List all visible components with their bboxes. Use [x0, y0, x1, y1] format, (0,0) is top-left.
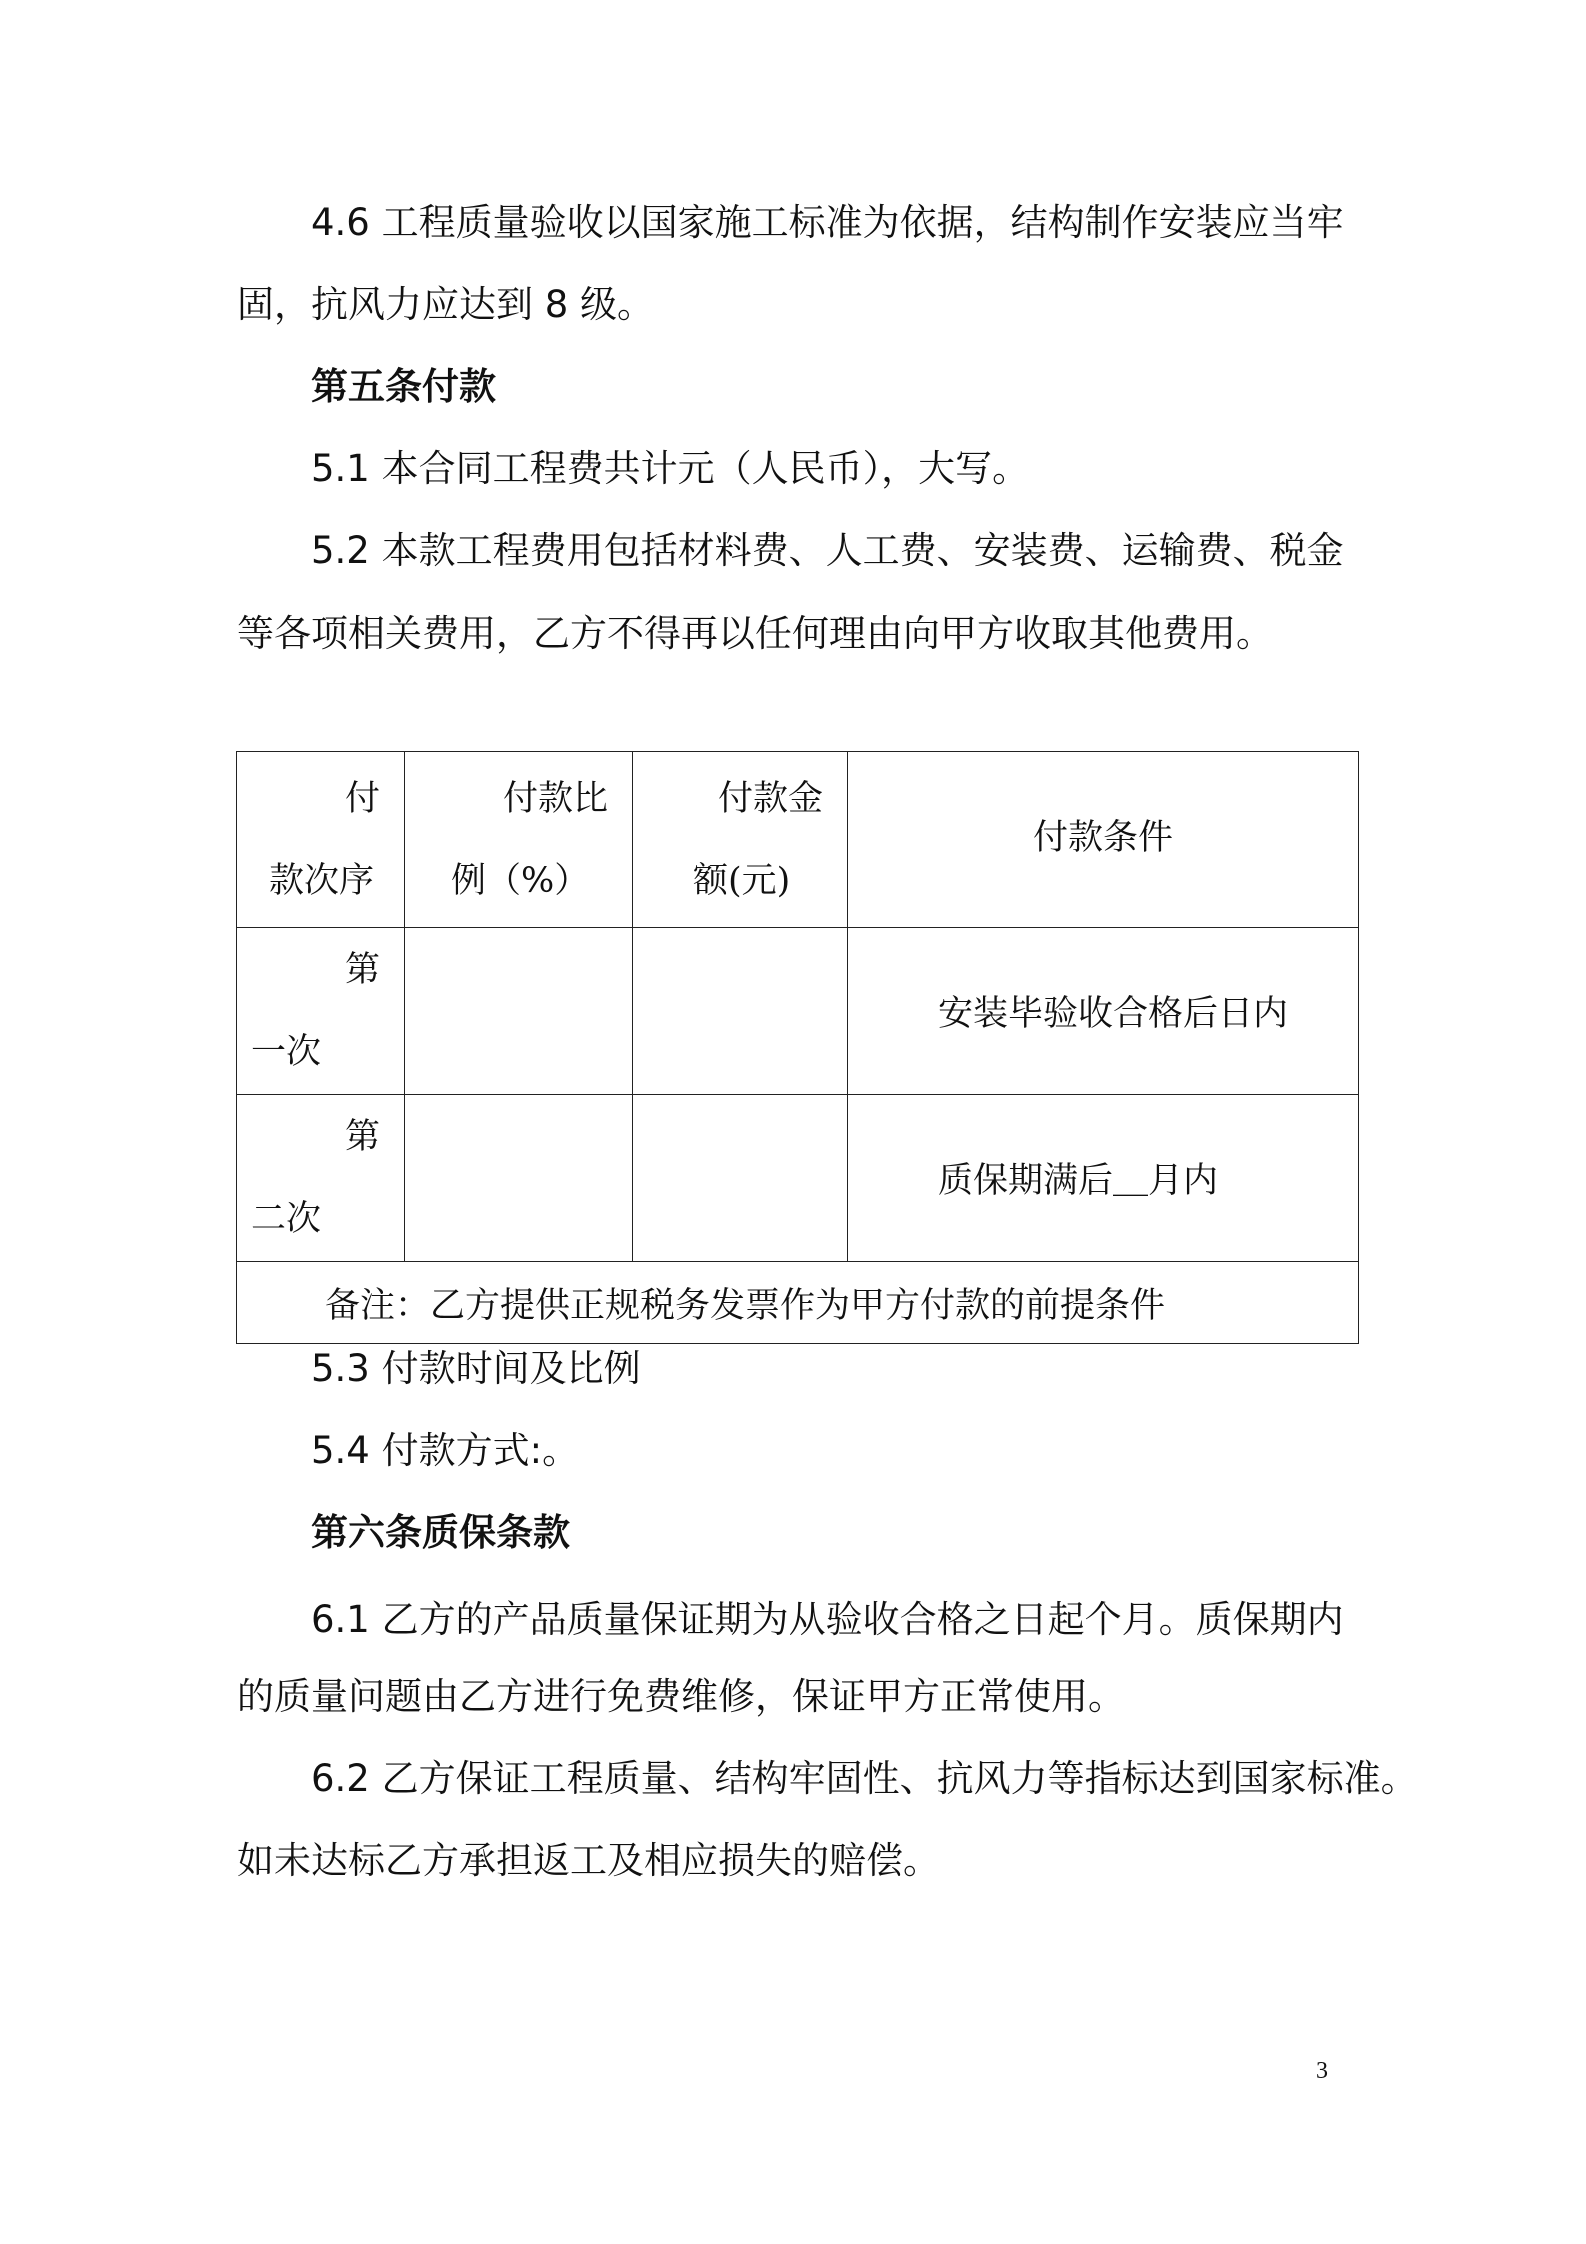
table-header-row	[237, 752, 1359, 928]
paragraph-5-3: 5.3 付款时间及比例	[311, 1347, 641, 1390]
paragraph-6-2-line1: 6.2 乙方保证工程质量、结构牢固性、抗风力等指标达到国家标准。	[311, 1757, 1418, 1800]
table-row	[237, 1095, 1359, 1262]
header-text: 例（%）	[451, 860, 590, 901]
header-text: 付款金	[717, 778, 823, 819]
payment-table	[236, 751, 1359, 1344]
cell-order	[237, 1095, 405, 1262]
header-text: 额(元)	[693, 860, 791, 901]
table-note-row	[237, 1262, 1359, 1344]
table-row	[237, 928, 1359, 1095]
cell-condition: 质保期满后＿月内	[848, 1095, 1359, 1262]
paragraph-6-2-line2: 如未达标乙方承担返工及相应损失的赔偿。	[237, 1839, 940, 1882]
cell-amount	[633, 1095, 848, 1262]
cell-text: 第	[344, 1117, 380, 1157]
header-payment-ratio	[405, 752, 633, 928]
header-payment-order	[237, 752, 405, 928]
cell-ratio	[405, 1095, 633, 1262]
cell-text: 二次	[251, 1199, 322, 1239]
cell-text: 第	[344, 950, 380, 990]
paragraph-5-4: 5.4 付款方式:。	[311, 1429, 580, 1472]
header-text: 付	[344, 778, 380, 819]
header-text: 款次序	[269, 860, 375, 901]
page-number: 3	[1316, 2058, 1328, 2084]
section-6-heading: 第六条质保条款	[311, 1511, 570, 1554]
cell-condition: 安装毕验收合格后日内	[848, 928, 1359, 1095]
paragraph-6-1-line2: 的质量问题由乙方进行免费维修，保证甲方正常使用。	[237, 1675, 1125, 1718]
header-text: 付款比	[502, 778, 608, 819]
paragraph-5-1: 5.1 本合同工程费共计元（人民币），大写。	[311, 447, 1030, 490]
header-payment-amount	[633, 752, 848, 928]
paragraph-5-2-line1: 5.2 本款工程费用包括材料费、人工费、安装费、运输费、税金	[311, 529, 1344, 572]
cell-ratio	[405, 928, 633, 1095]
paragraph-4-6-line1: 4.6 工程质量验收以国家施工标准为依据，结构制作安装应当牢	[311, 201, 1344, 244]
cell-amount	[633, 928, 848, 1095]
cell-text: 一次	[251, 1032, 322, 1072]
paragraph-6-1-line1: 6.1 乙方的产品质量保证期为从验收合格之日起个月。质保期内	[311, 1598, 1344, 1641]
cell-order	[237, 928, 405, 1095]
paragraph-4-6-line2: 固，抗风力应达到 8 级。	[237, 283, 655, 326]
table-note: 备注：乙方提供正规税务发票作为甲方付款的前提条件	[237, 1262, 1359, 1344]
section-5-heading: 第五条付款	[311, 365, 496, 408]
header-payment-condition: 付款条件	[848, 752, 1359, 928]
paragraph-5-2-line2: 等各项相关费用，乙方不得再以任何理由向甲方收取其他费用。	[237, 612, 1273, 655]
